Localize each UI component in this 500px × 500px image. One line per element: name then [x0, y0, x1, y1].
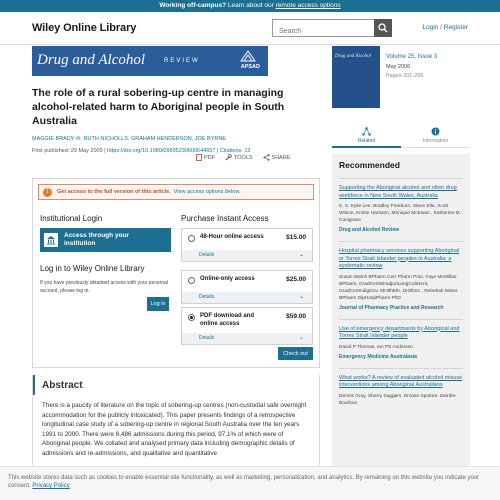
search-button[interactable]	[374, 19, 392, 37]
recommended-authors: K. S. Kylie Lee, Bradley Freeburn, Steve Ella, Scott Wilson, Kristie Harrison, Monique McEwan , Katherine M. Conigrave	[339, 204, 461, 223]
share-button[interactable]	[263, 154, 291, 161]
network-icon	[362, 127, 371, 136]
tab-related[interactable]	[332, 124, 401, 148]
topbar-bold-text: Working off-campus?	[159, 2, 227, 9]
recommended-title: Recommended	[339, 160, 400, 170]
remote-access-link[interactable]: remote access options	[275, 2, 341, 9]
issue-pages: Pages 201-206	[386, 73, 424, 79]
topbar-text: Learn about our	[226, 2, 276, 9]
article-authors[interactable]: MAGGIE BRADY ✉, RUTH NICHOLLS, GRAHAM HENDERSON, JOE BYRNE	[32, 136, 226, 142]
option-online-only[interactable]	[181, 270, 313, 304]
privacy-policy-link[interactable]: Privacy Policy	[32, 483, 70, 489]
sidebar-tabs	[332, 124, 470, 148]
recommended-journal[interactable]: Drug and Alcohol Review	[339, 227, 400, 233]
recommended-article-link[interactable]: What works? A review of evaluated alcohol misuse interventions among Aboriginal Australians	[339, 374, 463, 388]
site-logo[interactable]: Wiley Online Library	[32, 22, 137, 34]
share-label: SHARE	[271, 154, 291, 161]
recommended-authors: Susan Welch BPharm Cert Pharm Prac, Faye McMillan BPharm, GradCertWiradjuriLangCultHerit, GradCertIndigGov, MHlthEth, DHlthSc , Rebekah Moles BPharm DipHospPharm PhD	[339, 274, 458, 301]
chevron-down-icon: ⌄	[298, 335, 304, 341]
issue-volume-link[interactable]: Volume 25, Issue 3	[386, 54, 438, 60]
details-label: Details	[199, 252, 215, 258]
radio-pdf-online[interactable]	[188, 314, 195, 321]
option-details-toggle[interactable]	[182, 333, 312, 344]
login-register-link[interactable]: Login / Register	[422, 24, 468, 31]
tab-related-label: Related	[357, 138, 376, 144]
chevron-down-icon: ⌄	[298, 252, 304, 258]
abstract-accent-rule	[33, 375, 35, 395]
cover-title: Drug and Alcohol	[335, 54, 372, 59]
access-options-panel	[32, 178, 320, 368]
apsad-logo-icon	[240, 50, 256, 62]
abstract-text: There is a paucity of literature on the topic of sobering-up centres (non-custodial safe overnight accommodation for the publicly intoxicated). This paper presents findings of a retrospective longitudinal case study of a sobering-up centre in regional South Australia over the ten years 1991 to 2000. There were 6,486 admissions during this period, 97.1% of which were of Aboriginal people. We collated and analysed primary data including demographic details of admissions and re-admissions, and qualitative and quantitative	[42, 402, 307, 457]
citations-link[interactable]: Citations: 13	[219, 148, 251, 154]
institution-icon	[44, 233, 58, 247]
login-description: If you have previously obtained access with your personal account, please log in.	[40, 280, 168, 294]
info-circle-icon	[431, 127, 440, 136]
recommended-article-link[interactable]: Supporting the Aboriginal alcohol and other drug workforce in New South Wales, Australia	[339, 185, 457, 199]
first-published-label: First published:	[32, 148, 71, 154]
pdf-icon	[196, 154, 202, 161]
get-access-banner	[38, 184, 314, 200]
view-access-options-link[interactable]: View access options below.	[173, 189, 241, 195]
recommended-authors: David P Thomas, Ian PS Anderson	[339, 344, 413, 350]
option-pdf-online[interactable]	[181, 307, 313, 345]
article-column	[32, 46, 322, 155]
pdf-button[interactable]	[196, 154, 215, 161]
share-icon	[263, 154, 270, 161]
info-icon: !	[43, 188, 52, 197]
recommended-authors: Dennis Gray, Sherry Saggers, Brooke Sputore, Deirdre Bourbon	[339, 393, 456, 406]
issue-date: May 2006	[386, 64, 411, 70]
checkout-button[interactable]: Check out	[278, 347, 313, 360]
radio-48-hour[interactable]	[188, 235, 195, 242]
recommended-item	[339, 241, 463, 312]
option-price: $25.00	[286, 276, 306, 283]
chevron-down-icon: ⌄	[298, 294, 304, 300]
option-details-toggle[interactable]	[182, 250, 312, 261]
wrench-icon	[225, 154, 232, 161]
option-48-hour[interactable]	[181, 228, 313, 262]
recommended-journal[interactable]: Emergency Medicine Australasia	[339, 353, 417, 360]
radio-online-only[interactable]	[188, 277, 195, 284]
cookie-text: This website stores data such as cookies to enable essential site functionality, as well as marketing, personalization, and analytics. By remaining on this website you indicate your consent.	[8, 475, 480, 489]
recommended-article-link[interactable]: Use of emergency departments by Aboriginal and Torres Strait Islander people	[339, 325, 460, 339]
first-published-date: 29 May 2009	[70, 148, 103, 154]
option-label: 48-Hour online access	[200, 234, 264, 240]
tab-information-label: Information	[422, 138, 448, 144]
search-input[interactable]	[273, 24, 373, 40]
purchase-instant-access-title: Purchase Instant Access	[181, 214, 269, 223]
journal-banner-title: Drug and Alcohol	[37, 52, 146, 68]
recommended-panel	[332, 154, 470, 500]
journal-banner[interactable]	[32, 46, 268, 76]
recommended-item	[339, 319, 463, 361]
tools-button[interactable]	[225, 154, 253, 161]
recommended-item	[339, 368, 463, 407]
journal-banner-society: APSAD	[240, 64, 260, 70]
site-header	[0, 12, 500, 45]
tab-information[interactable]	[401, 124, 470, 148]
option-details-toggle[interactable]	[182, 292, 312, 303]
recommended-item	[339, 178, 463, 234]
get-access-text: Get access to the full version of this article.	[57, 189, 171, 195]
journal-cover-image[interactable]	[332, 46, 380, 108]
recommended-article-link[interactable]: Hospital pharmacy services supporting Aboriginal or Torres Strait Islander peoples in Australia: a systematic review	[339, 248, 460, 269]
doi-link[interactable]: https://doi.org/10.1080/09595230600644657	[107, 148, 216, 154]
pdf-label: PDF	[204, 154, 215, 161]
search-box	[272, 19, 392, 37]
institutional-login-title: Institutional Login	[40, 214, 103, 223]
search-icon	[378, 23, 388, 33]
details-label: Details	[199, 294, 215, 300]
details-label: Details	[199, 335, 215, 341]
option-label: Online-only access	[200, 276, 255, 282]
institution-access-label: Access through your institution	[64, 232, 130, 247]
article-title: The role of a rural sobering-up centre in managing alcohol-related harm to Aboriginal people in South Australia	[32, 87, 285, 127]
journal-banner-review: REVIEW	[164, 58, 200, 64]
cookie-consent-banner	[0, 466, 500, 500]
institution-access-button[interactable]	[40, 228, 171, 252]
recommended-journal[interactable]: Journal of Pharmacy Practice and Research	[339, 304, 444, 311]
option-price: $15.00	[286, 234, 306, 241]
article-meta: First published: 29 May 2009 | https://doi.org/10.1080/09595230600644657 | Citations: 13	[32, 148, 251, 154]
log-in-button[interactable]: Log in	[147, 297, 169, 311]
tools-label: TOOLS	[234, 154, 253, 161]
remote-access-bar	[0, 0, 500, 12]
option-price: $59.00	[286, 313, 306, 320]
option-label: PDF download and online access	[200, 313, 254, 327]
abstract-heading: Abstract	[42, 380, 83, 391]
wiley-login-title: Log in to Wiley Online Library	[40, 264, 145, 273]
article-tools	[196, 154, 291, 161]
